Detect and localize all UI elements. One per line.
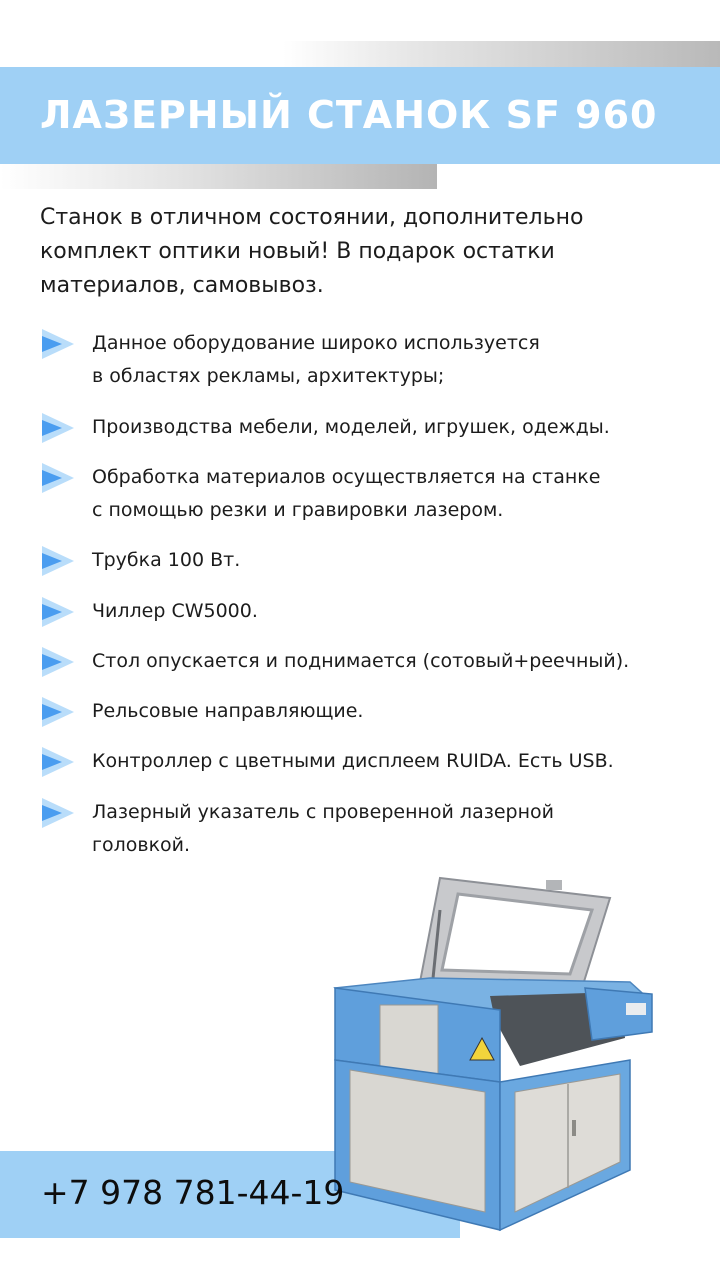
- arrow-bullet-icon: [40, 411, 76, 445]
- feature-text: Трубка 100 Вт.: [92, 549, 241, 571]
- feature-text: Чиллер CW5000.: [92, 600, 258, 622]
- feature-text: Лазерный указатель с проверенной лазерной головкой.: [92, 801, 554, 856]
- decorative-gray-bar-top: [283, 41, 720, 67]
- feature-text: Данное оборудование широко используется в областях рекламы, архитектуры;: [92, 332, 540, 387]
- decorative-gray-bar-bottom: [0, 164, 437, 189]
- arrow-bullet-icon: [40, 796, 76, 830]
- page-title: ЛАЗЕРНЫЙ СТАНОК SF 960: [40, 93, 658, 137]
- arrow-bullet-icon: [40, 645, 76, 679]
- arrow-bullet-icon: [40, 745, 76, 779]
- arrow-bullet-icon: [40, 327, 76, 361]
- intro-text: Станок в отличном состоянии, дополнительно комплект оптики новый! В подарок остатки материалов, самовывоз.: [40, 205, 584, 298]
- laser-machine-image: [330, 870, 660, 1242]
- arrow-bullet-icon: [40, 544, 76, 578]
- arrow-bullet-icon: [40, 695, 76, 729]
- feature-text: Рельсовые направляющие.: [92, 700, 364, 722]
- feature-text: Обработка материалов осуществляется на станке с помощью резки и гравировки лазером.: [92, 466, 601, 521]
- arrow-bullet-icon: [40, 595, 76, 629]
- feature-text: Производства мебели, моделей, игрушек, одежды.: [92, 416, 610, 438]
- phone-number: +7 978 781-44-19: [41, 1173, 345, 1212]
- arrow-bullet-icon: [40, 461, 76, 495]
- feature-text: Контроллер с цветными дисплеем RUIDA. Есть USB.: [92, 750, 614, 772]
- feature-text: Стол опускается и поднимается (сотовый+реечный).: [92, 650, 630, 672]
